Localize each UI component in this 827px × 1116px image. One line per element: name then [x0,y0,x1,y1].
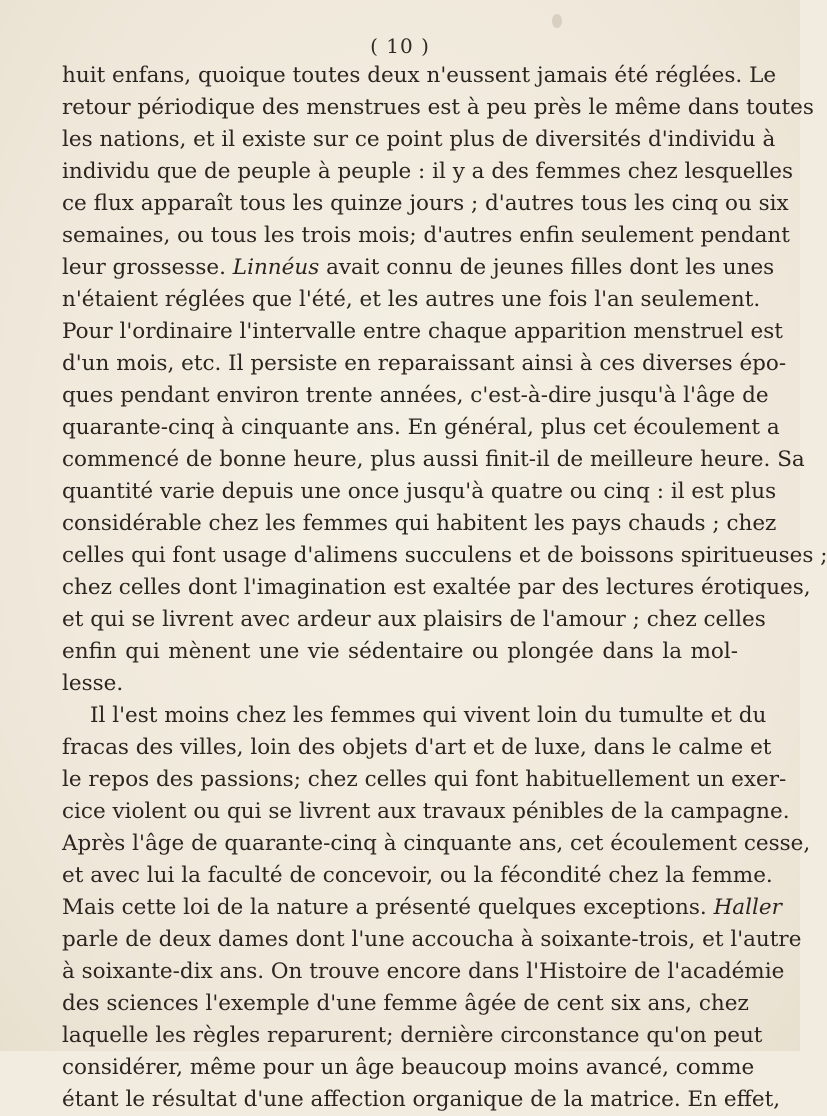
text-line: lesse. [62,671,124,696]
text-line: considérable chez les femmes qui habitent les pays chauds ; chez [62,511,777,536]
paragraph-1 [62,60,827,700]
text-line: à soixante-dix ans. On trouve encore dans l'Histoire de l'académie [62,959,785,984]
text-line: individu que de peuple à peuple : il y a des femmes chez lesquelles [62,159,793,184]
text-line: enfin qui mènent une vie sédentaire ou plongée dans la mol- [62,639,738,664]
text-line: celles qui font usage d'alimens succulens et de boissons spiritueuses ; [62,543,827,568]
text-line: cice violent ou qui se livrent aux travaux pénibles de la campagne. [62,799,790,824]
text-line: d'un mois, etc. Il persiste en reparaissant ainsi à ces diverses épo- [62,351,787,376]
text-line: huit enfans, quoique toutes deux n'eussent jamais été réglées. Le [62,63,777,88]
text-line: et qui se livrent avec ardeur aux plaisirs de l'amour ; chez celles [62,607,766,632]
text-line: parle de deux dames dont l'une accoucha à soixante-trois, et l'autre [62,927,802,952]
text-line: le repos des passions; chez celles qui font habituellement un exer- [62,767,787,792]
text-line: Il l'est moins chez les femmes qui vivent loin du tumulte et du [90,703,767,728]
page-number: ( 10 ) [370,34,430,58]
text-line: n'étaient réglées que l'été, et les autres une fois l'an seulement. [62,287,761,312]
text-line: considérer, même pour un âge beaucoup moins avancé, comme [62,1055,755,1080]
paragraph-2 [62,700,811,1116]
text-line: ques pendant environ trente années, c'est-à-dire jusqu'à l'âge de [62,383,769,408]
text-line: Pour l'ordinaire l'intervalle entre chaque apparition menstruel est [62,319,783,344]
text-line: ce flux apparaît tous les quinze jours ; d'autres tous les cinq ou six [62,191,789,216]
text-line: retour périodique des menstrues est à peu près le même dans toutes [62,95,814,120]
text-line: quantité varie depuis une once jusqu'à quatre ou cinq : il est plus [62,479,777,504]
text-line: des sciences l'exemple d'une femme âgée de cent six ans, chez [62,991,749,1016]
text-line: quarante-cinq à cinquante ans. En général, plus cet écoulement a [62,415,780,440]
text-line: étant le résultat d'une affection organique de la matrice. En effet, [62,1087,781,1112]
ink-smudge [552,14,562,28]
text-line: chez celles dont l'imagination est exaltée par des lectures érotiques, [62,575,811,600]
text-body [62,60,827,1116]
text-line: les nations, et il existe sur ce point plus de diversités d'individu à [62,127,776,152]
text-line: et avec lui la faculté de concevoir, ou la fécondité chez la femme. [62,863,773,888]
text-line: commencé de bonne heure, plus aussi finit-il de meilleure heure. Sa [62,447,805,472]
text-line: leur grossesse. Linnéus avait connu de jeunes filles dont les unes [62,255,775,280]
text-line: Mais cette loi de la nature a présenté quelques exceptions. Haller [62,895,782,920]
text-line: laquelle les règles reparurent; dernière circonstance qu'on peut [62,1023,763,1048]
text-line: semaines, ou tous les trois mois; d'autres enfin seulement pendant [62,223,790,248]
text-line: Après l'âge de quarante-cinq à cinquante ans, cet écoulement cesse, [62,831,811,856]
text-line: fracas des villes, loin des objets d'art et de luxe, dans le calme et [62,735,772,760]
